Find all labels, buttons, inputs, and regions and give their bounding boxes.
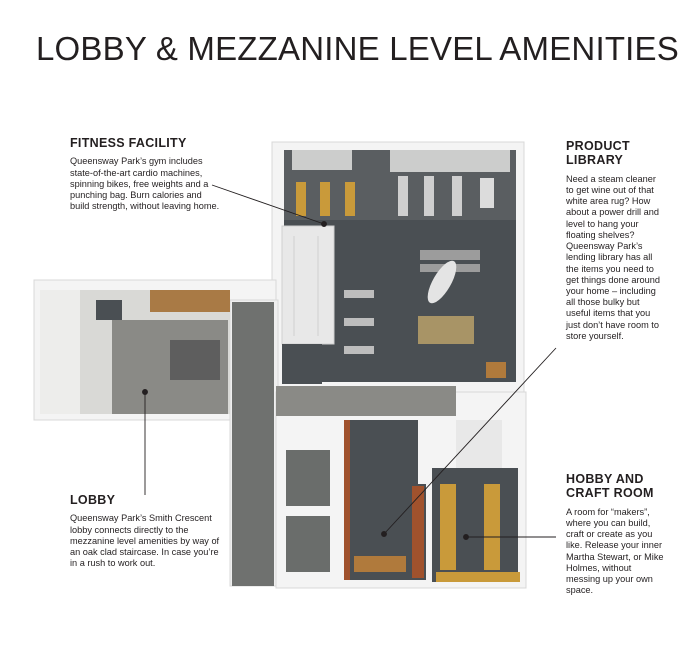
hobby-craft-room-heading: HOBBY AND CRAFT ROOM [566, 472, 654, 501]
hobby-craft-room-body: A room for “makers”, where you can build, craft or create as you like. Release your inner Martha Stewart, or Mike Holmes, without messing up your own space. [566, 506, 664, 596]
product-library-area [344, 420, 426, 580]
fitness-facility-heading: FITNESS FACILITY [70, 136, 187, 150]
lobby-area [40, 290, 230, 414]
fitness-facility-callout [70, 136, 220, 212]
corridor [276, 386, 456, 416]
lobby-callout [70, 493, 228, 569]
product-library-callout [566, 139, 666, 342]
hobby-craft-room-callout [566, 472, 666, 597]
fitness-facility-body: Queensway Park’s gym includes state-of-the-art cardio machines, spinning bikes, free weights and a punching bag. Burn calories and build strength, without leaving home. [70, 156, 220, 212]
lobby-heading: LOBBY [70, 493, 116, 507]
lobby-body: Queensway Park’s Smith Crescent lobby connects directly to the mezzanine level amenities by way of an oak clad staircase. In case you’re in a rush to work out. [70, 513, 220, 569]
product-library-heading: PRODUCT LIBRARY [566, 139, 630, 168]
corridor-west [232, 302, 274, 586]
page-title: LOBBY & MEZZANINE LEVEL AMENITIES [36, 30, 679, 67]
product-library-body: Need a steam cleaner to get wine out of that white area rug? How about a power drill and level to hang your floating shelves? Queensway Park’s lending library has all the items you need to get things done around your home – including all those bulky but useful items that you just don’t have room to store yourself. [566, 173, 660, 341]
